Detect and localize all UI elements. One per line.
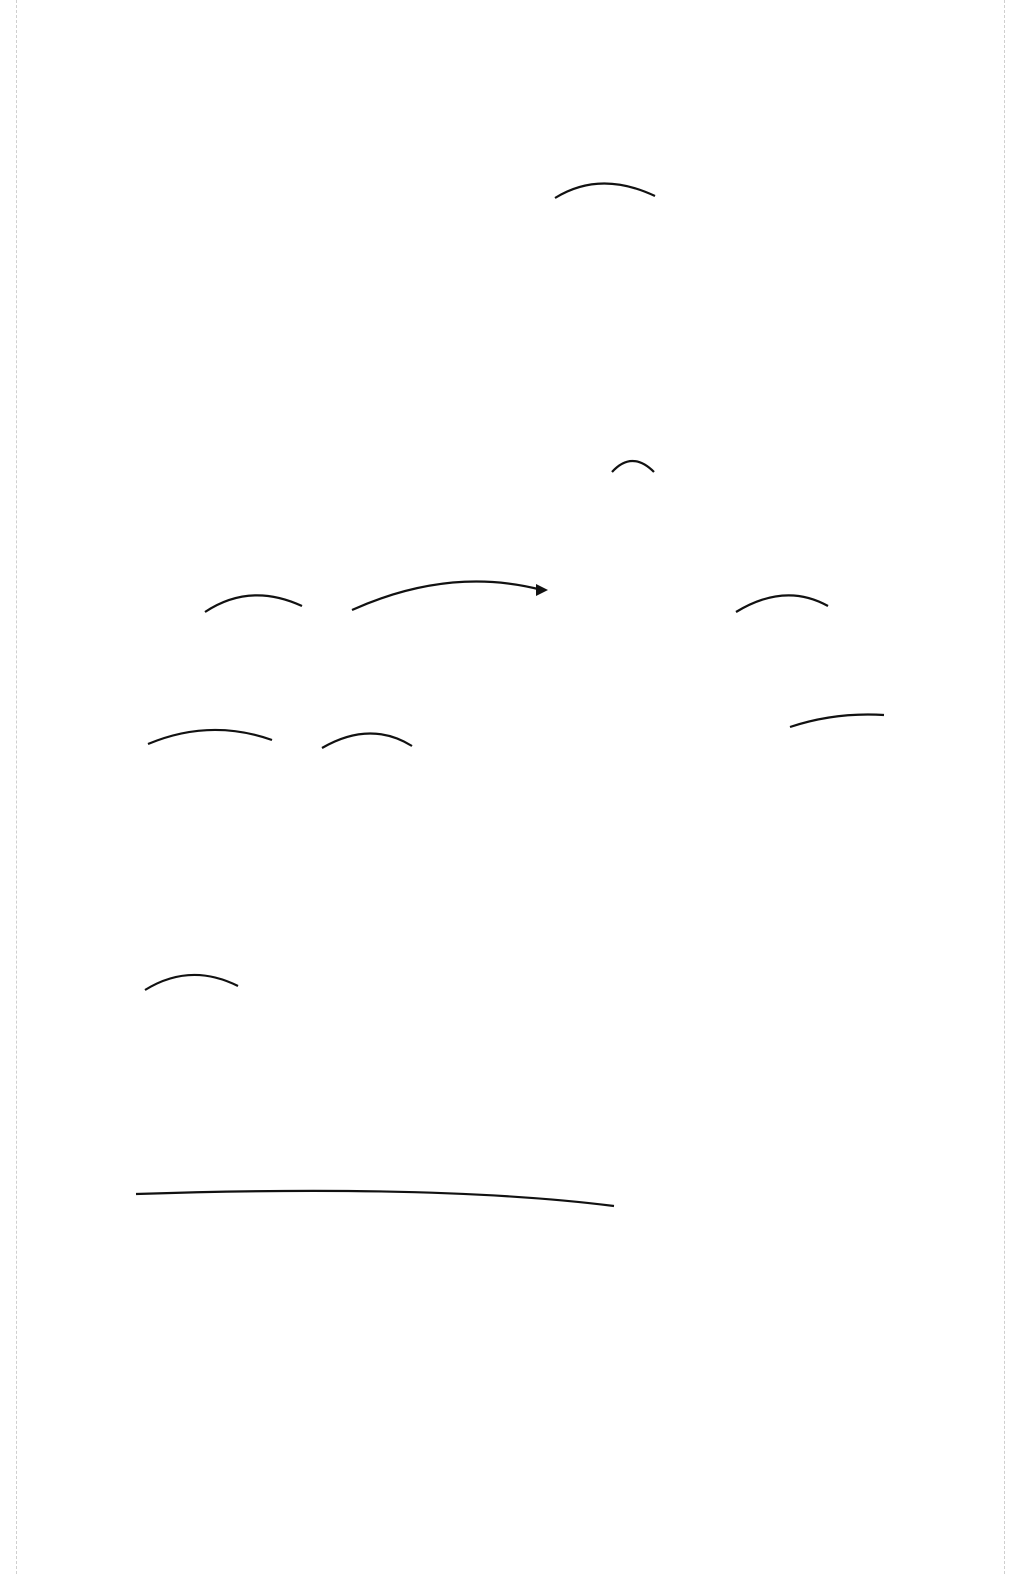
slur <box>148 730 272 744</box>
slur <box>790 715 884 728</box>
slur <box>136 1191 614 1206</box>
slur <box>145 975 238 990</box>
slur <box>736 595 828 612</box>
slur <box>322 733 412 748</box>
arrow-head <box>536 584 548 596</box>
slur <box>612 461 654 472</box>
slur <box>555 183 655 198</box>
slur <box>205 595 302 612</box>
watermark-strip-right <box>1004 0 1021 1574</box>
watermark-strip-left <box>0 0 17 1574</box>
slur <box>352 582 542 610</box>
